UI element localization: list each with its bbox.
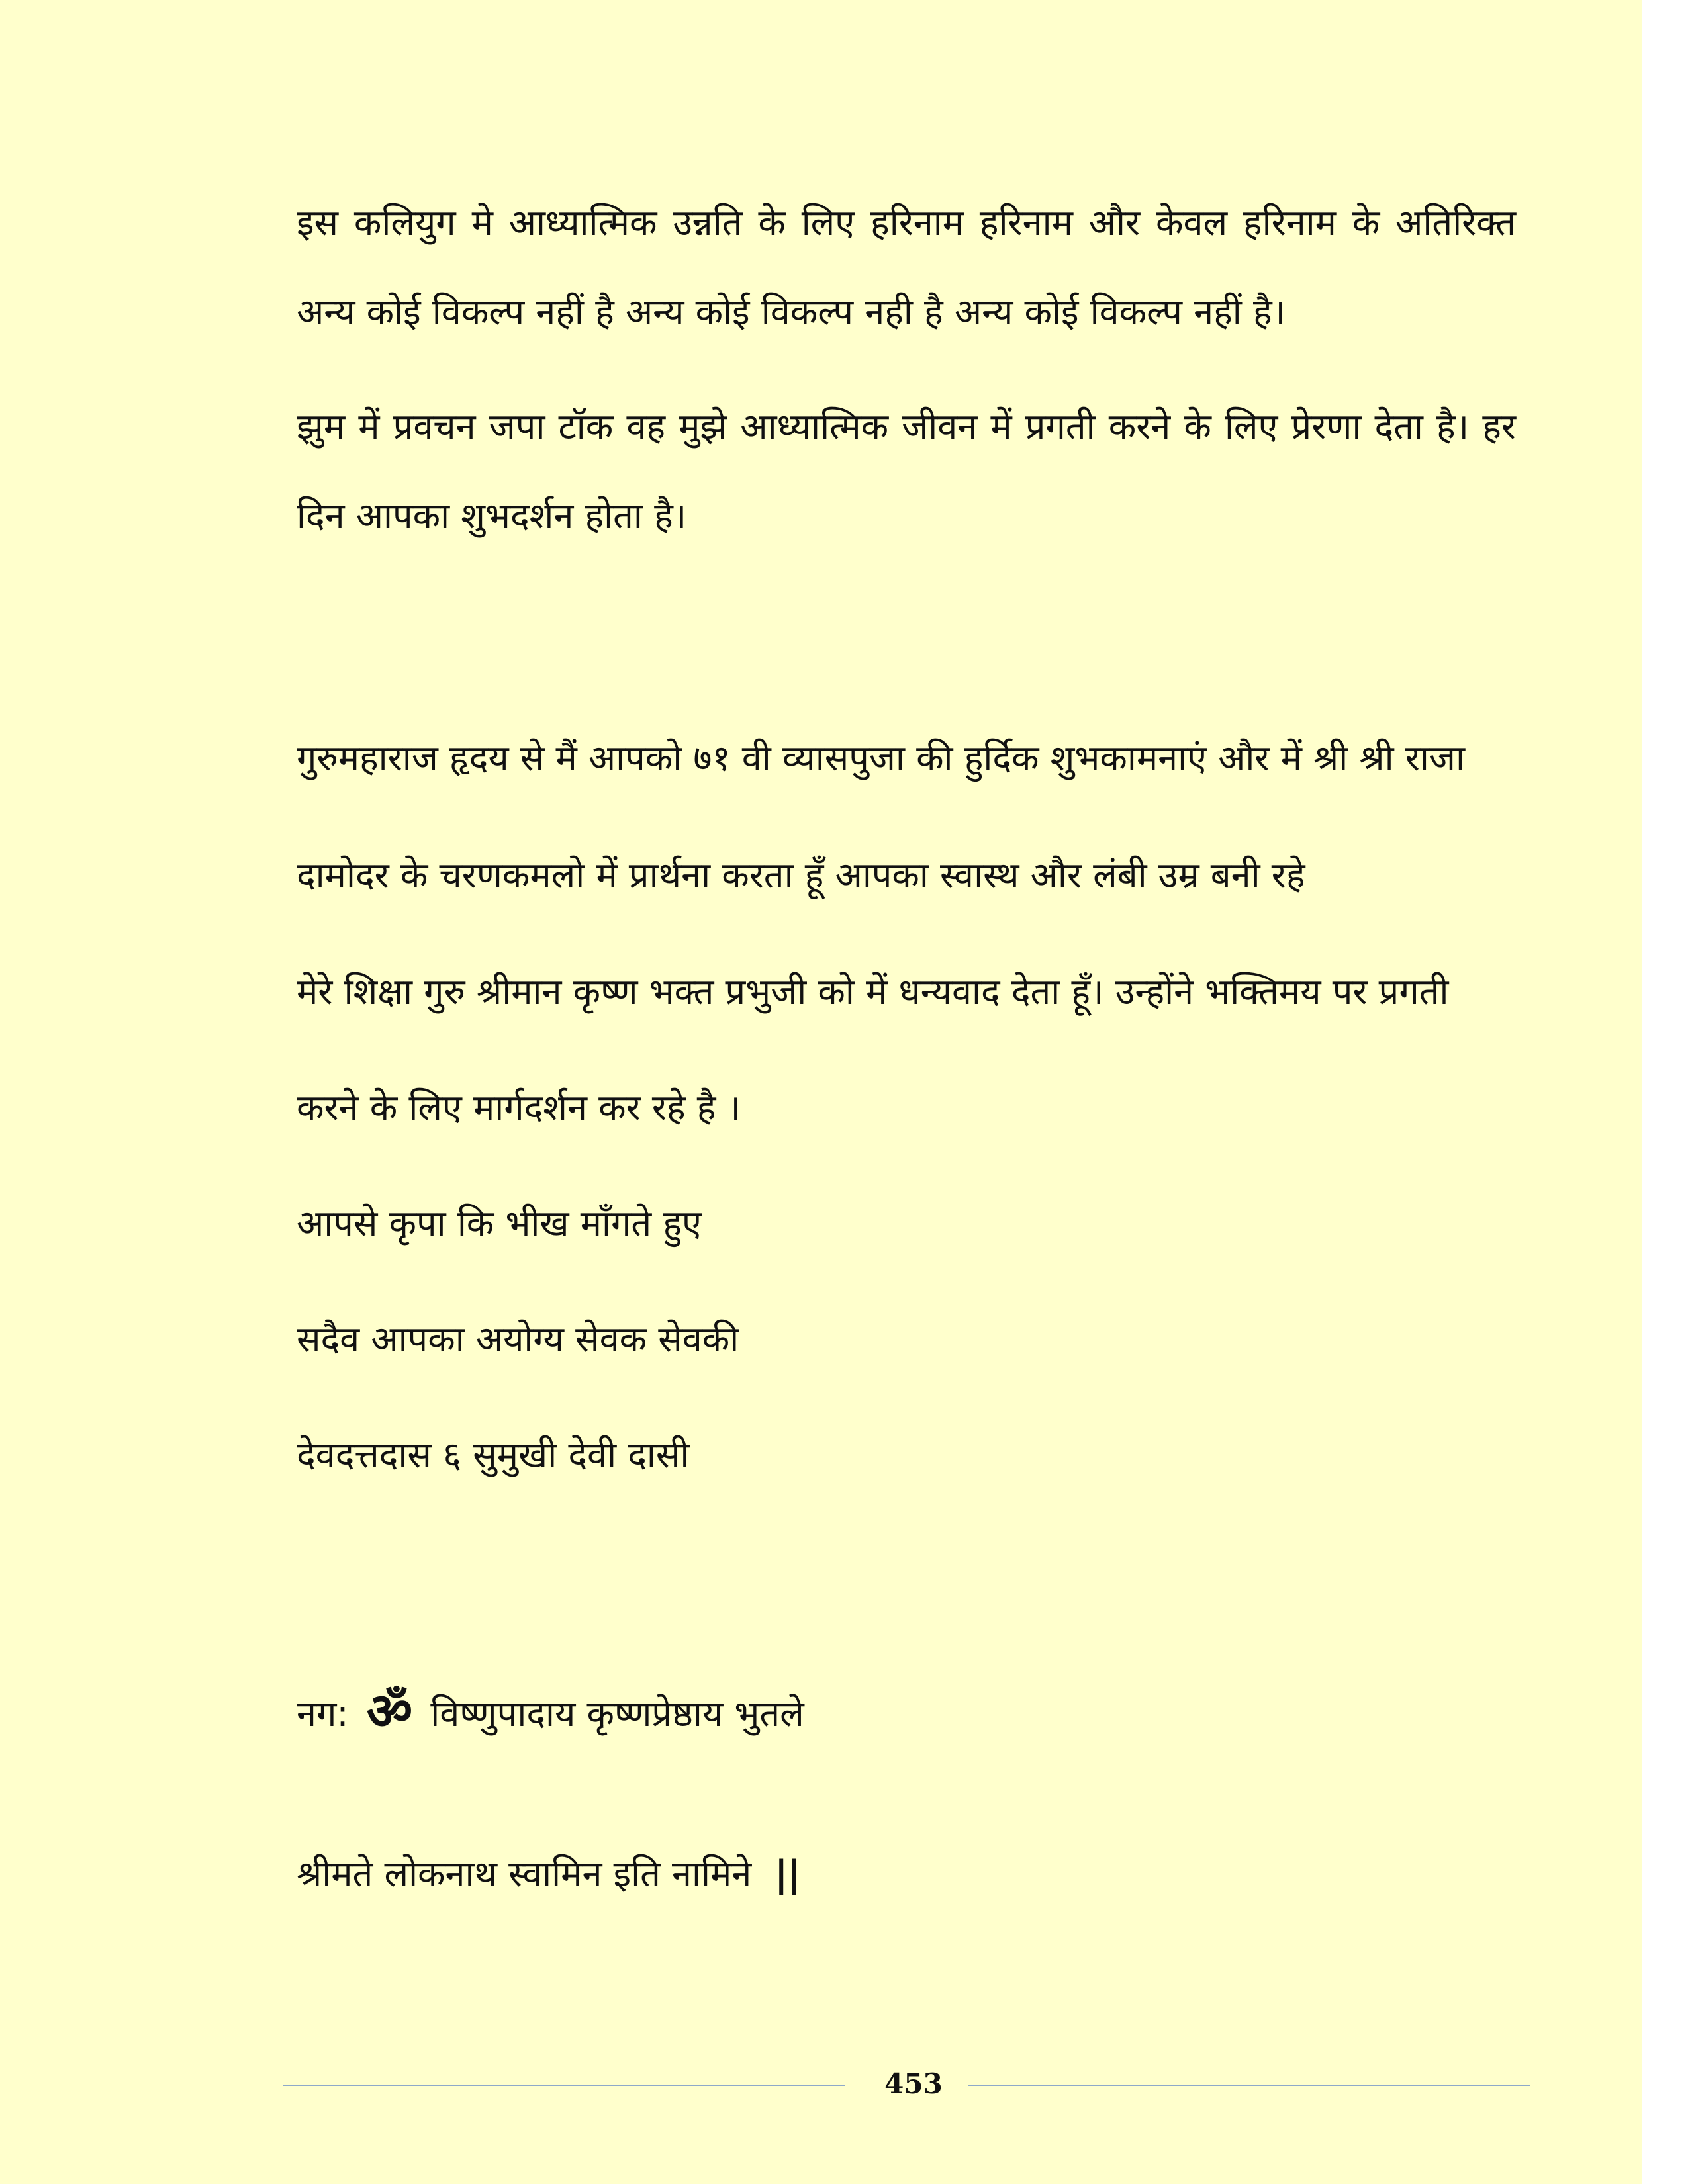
paragraph-2-line-2: दिन आपका शुभदर्शन होता है।	[297, 495, 687, 537]
mantra-line-1	[297, 1681, 804, 1741]
mantra-line-2-text: श्रीमते लोकनाथ स्वामिन इति नामिने	[297, 1853, 752, 1895]
mantra-line-2	[297, 1853, 801, 1896]
footer-rule-left	[283, 2085, 845, 2086]
closing-line: आपसे कृपा कि भीख माँगते हुए	[297, 1203, 702, 1244]
signature-line-1: सदैव आपका अयोग्य सेवक सेवकी	[297, 1318, 739, 1360]
page-number: 453	[884, 2068, 943, 2100]
letter-line-1: गुरुमहाराज हृदय से मैं आपको ७१ वी व्यासपुजा की हुर्दिक शुभकामनाएं और में श्री श्री राजा	[297, 737, 1465, 779]
double-danda-mark: ||	[774, 1853, 801, 1895]
footer-rule-right	[968, 2085, 1530, 2086]
paragraph-2-line-1: झुम में प्रवचन जपा टॉक वह मुझे आध्यात्मिक जीवन में प्रगती करने के लिए प्रेरणा देता है। हर	[297, 406, 1516, 447]
letter-line-4: करने के लिए मार्गदर्शन कर रहे है ।	[297, 1087, 741, 1128]
om-symbol: ॐ	[366, 1682, 413, 1741]
letter-line-3: मेरे शिक्षा गुरु श्रीमान कृष्ण भक्त प्रभुजी को में धन्यवाद देता हूँ। उन्होंने भक्तिमय पर प्रगती	[297, 971, 1449, 1013]
paragraph-1-line-1: इस कलियुग मे आध्यात्मिक उन्नति के लिए हरिनाम हरिनाम और केवल हरिनाम के अतिरिक्त	[297, 202, 1516, 244]
letter-line-2: दामोदर के चरणकमलो में प्रार्थना करता हूँ आपका स्वास्थ और लंबी उम्र बनी रहे	[297, 854, 1305, 896]
signature-line-2: देवदत्तदास ६ सुमुखी देवी दासी	[297, 1434, 690, 1476]
paragraph-1-line-2: अन्य कोई विकल्प नहीं है अन्य कोई विकल्प नही है अन्य कोई विकल्प नहीं है।	[297, 291, 1286, 333]
mantra-line-1-text: विष्णुपादाय कृष्णप्रेष्ठाय भुतले	[430, 1693, 804, 1735]
mantra-prefix: नग:	[297, 1693, 349, 1735]
